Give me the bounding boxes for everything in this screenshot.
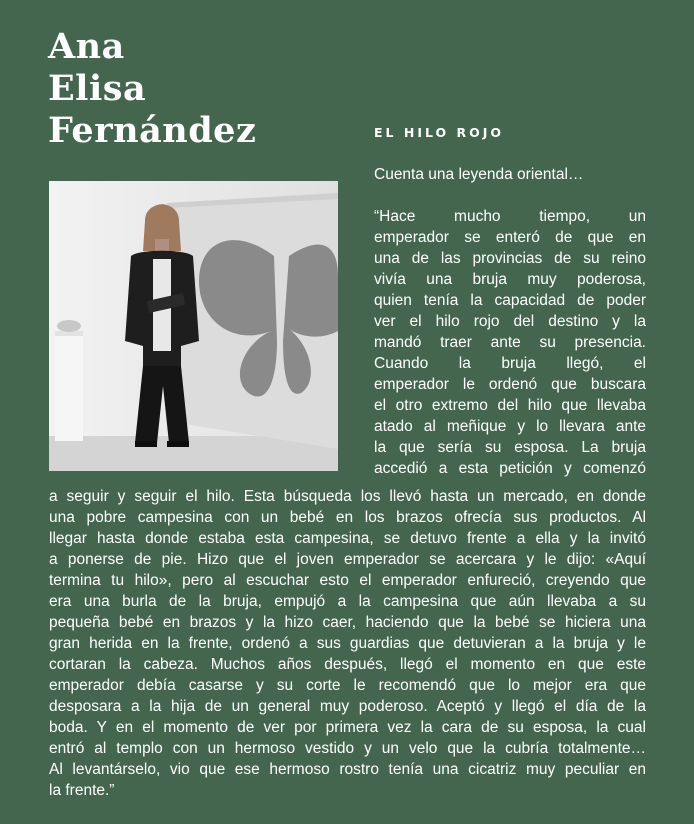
story-line: cortaran la cabeza. Muchos años después, llegó el momento en que este — [49, 656, 646, 673]
story-line: llegar hasta donde estaba esta campesina, se detuvo frente a ella y la invitó — [49, 530, 646, 547]
story-line: mandó traer ante su presencia. — [374, 334, 646, 351]
story-line: a seguir y seguir el hilo. Esta búsqueda los llevó hasta un mercado, en donde — [49, 488, 646, 505]
story-line: entró al templo con un hermoso vestido y un velo que la cubría totalmente… — [49, 740, 646, 757]
story-line: quien tenía la capacidad de poder — [374, 292, 646, 309]
story-wide-column — [49, 486, 646, 801]
story-line: ver el hilo rojo del destino y la — [374, 313, 646, 330]
story-line: atado al meñique y lo llevara ante — [374, 418, 646, 435]
story-line: la frente.” — [49, 782, 115, 799]
author-name-line-2: Elisa — [48, 68, 147, 109]
intro-text: Cuenta una leyenda oriental… — [374, 166, 584, 183]
artist-photo-image — [49, 181, 338, 471]
story-line: una de las provincias de su reino — [374, 250, 646, 267]
author-name-line-1: Ana — [48, 26, 125, 67]
story-line: boda. Y en el momento de ver por primera vez la cara de su esposa, la cual — [49, 719, 646, 736]
story-line: Al levantárselo, vio que ese hermoso rostro tenía una cicatriz muy peculiar en — [49, 761, 646, 778]
story-line: emperador le ordenó que buscara — [374, 376, 646, 393]
story-line: emperador se enteró de que en — [374, 229, 646, 246]
author-name — [48, 26, 256, 152]
story-line: emperador debía casarse y su corte le recomendó que lo mejor era que — [49, 677, 646, 694]
story-line: una pobre campesina con un bebé en los brazos ofrecía sus productos. Al — [49, 509, 646, 526]
story-line: la que sería su esposa. La bruja — [374, 439, 646, 456]
author-name-line-3: Fernández — [48, 110, 257, 151]
section-title: EL HILO ROJO — [374, 125, 504, 140]
story-line: pequeña bebé en brazos y la hizo caer, haciendo que la bebé se hiciera una — [49, 614, 646, 631]
story-line: era una burla de la bruja, empujó a la campesina que aún llevaba a su — [49, 593, 646, 610]
story-line: a ponerse de pie. Hizo que el joven emperador se acercara y le dijo: «Aquí — [49, 551, 646, 568]
story-line: el otro extremo del hilo que llevaba — [374, 397, 646, 414]
story-narrow-column — [374, 206, 646, 479]
story-line: gran herida en la frente, ordenó a sus guardias que detuvieran a la bruja y le — [49, 635, 646, 652]
artist-photo — [49, 181, 338, 471]
story-line: desposara a la hija de un general muy poderoso. Aceptó y llegó el día de la — [49, 698, 646, 715]
story-line: termina tu hilo», pero al escuchar esto el emperador enfureció, creyendo que — [49, 572, 646, 589]
story-line: “Hace mucho tiempo, un — [374, 208, 646, 225]
story-line: Cuando la bruja llegó, el — [374, 355, 646, 372]
story-line: accedió a esta petición y comenzó — [374, 460, 646, 477]
story-line: vivía una bruja muy poderosa, — [374, 271, 646, 288]
